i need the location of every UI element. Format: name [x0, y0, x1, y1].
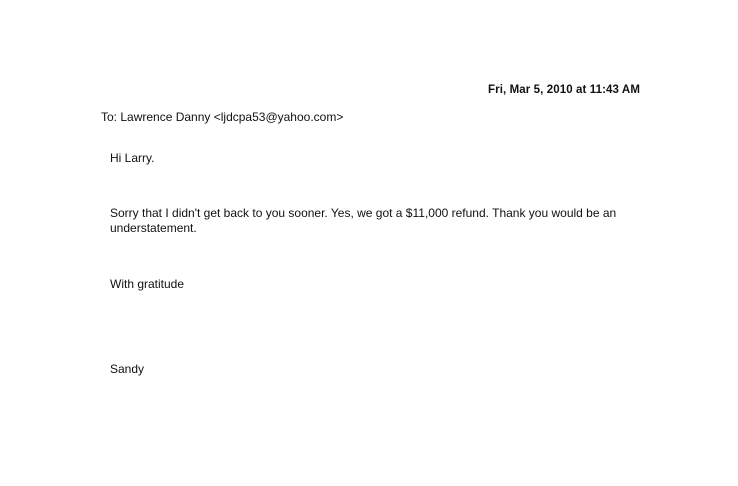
email-body-line-2: understatement.: [110, 221, 197, 235]
email-greeting: Hi Larry.: [110, 151, 155, 165]
email-body-line-1: Sorry that I didn't get back to you sooner. Yes, we got a $11,000 refund. Thank you would be an: [110, 206, 617, 220]
email-date: Fri, Mar 5, 2010 at 11:43 AM: [488, 84, 640, 96]
email-signature: Sandy: [110, 362, 145, 376]
email-closing: With gratitude: [110, 277, 185, 291]
email-recipient-line: To: Lawrence Danny <ljdcpa53@yahoo.com>: [101, 110, 344, 124]
